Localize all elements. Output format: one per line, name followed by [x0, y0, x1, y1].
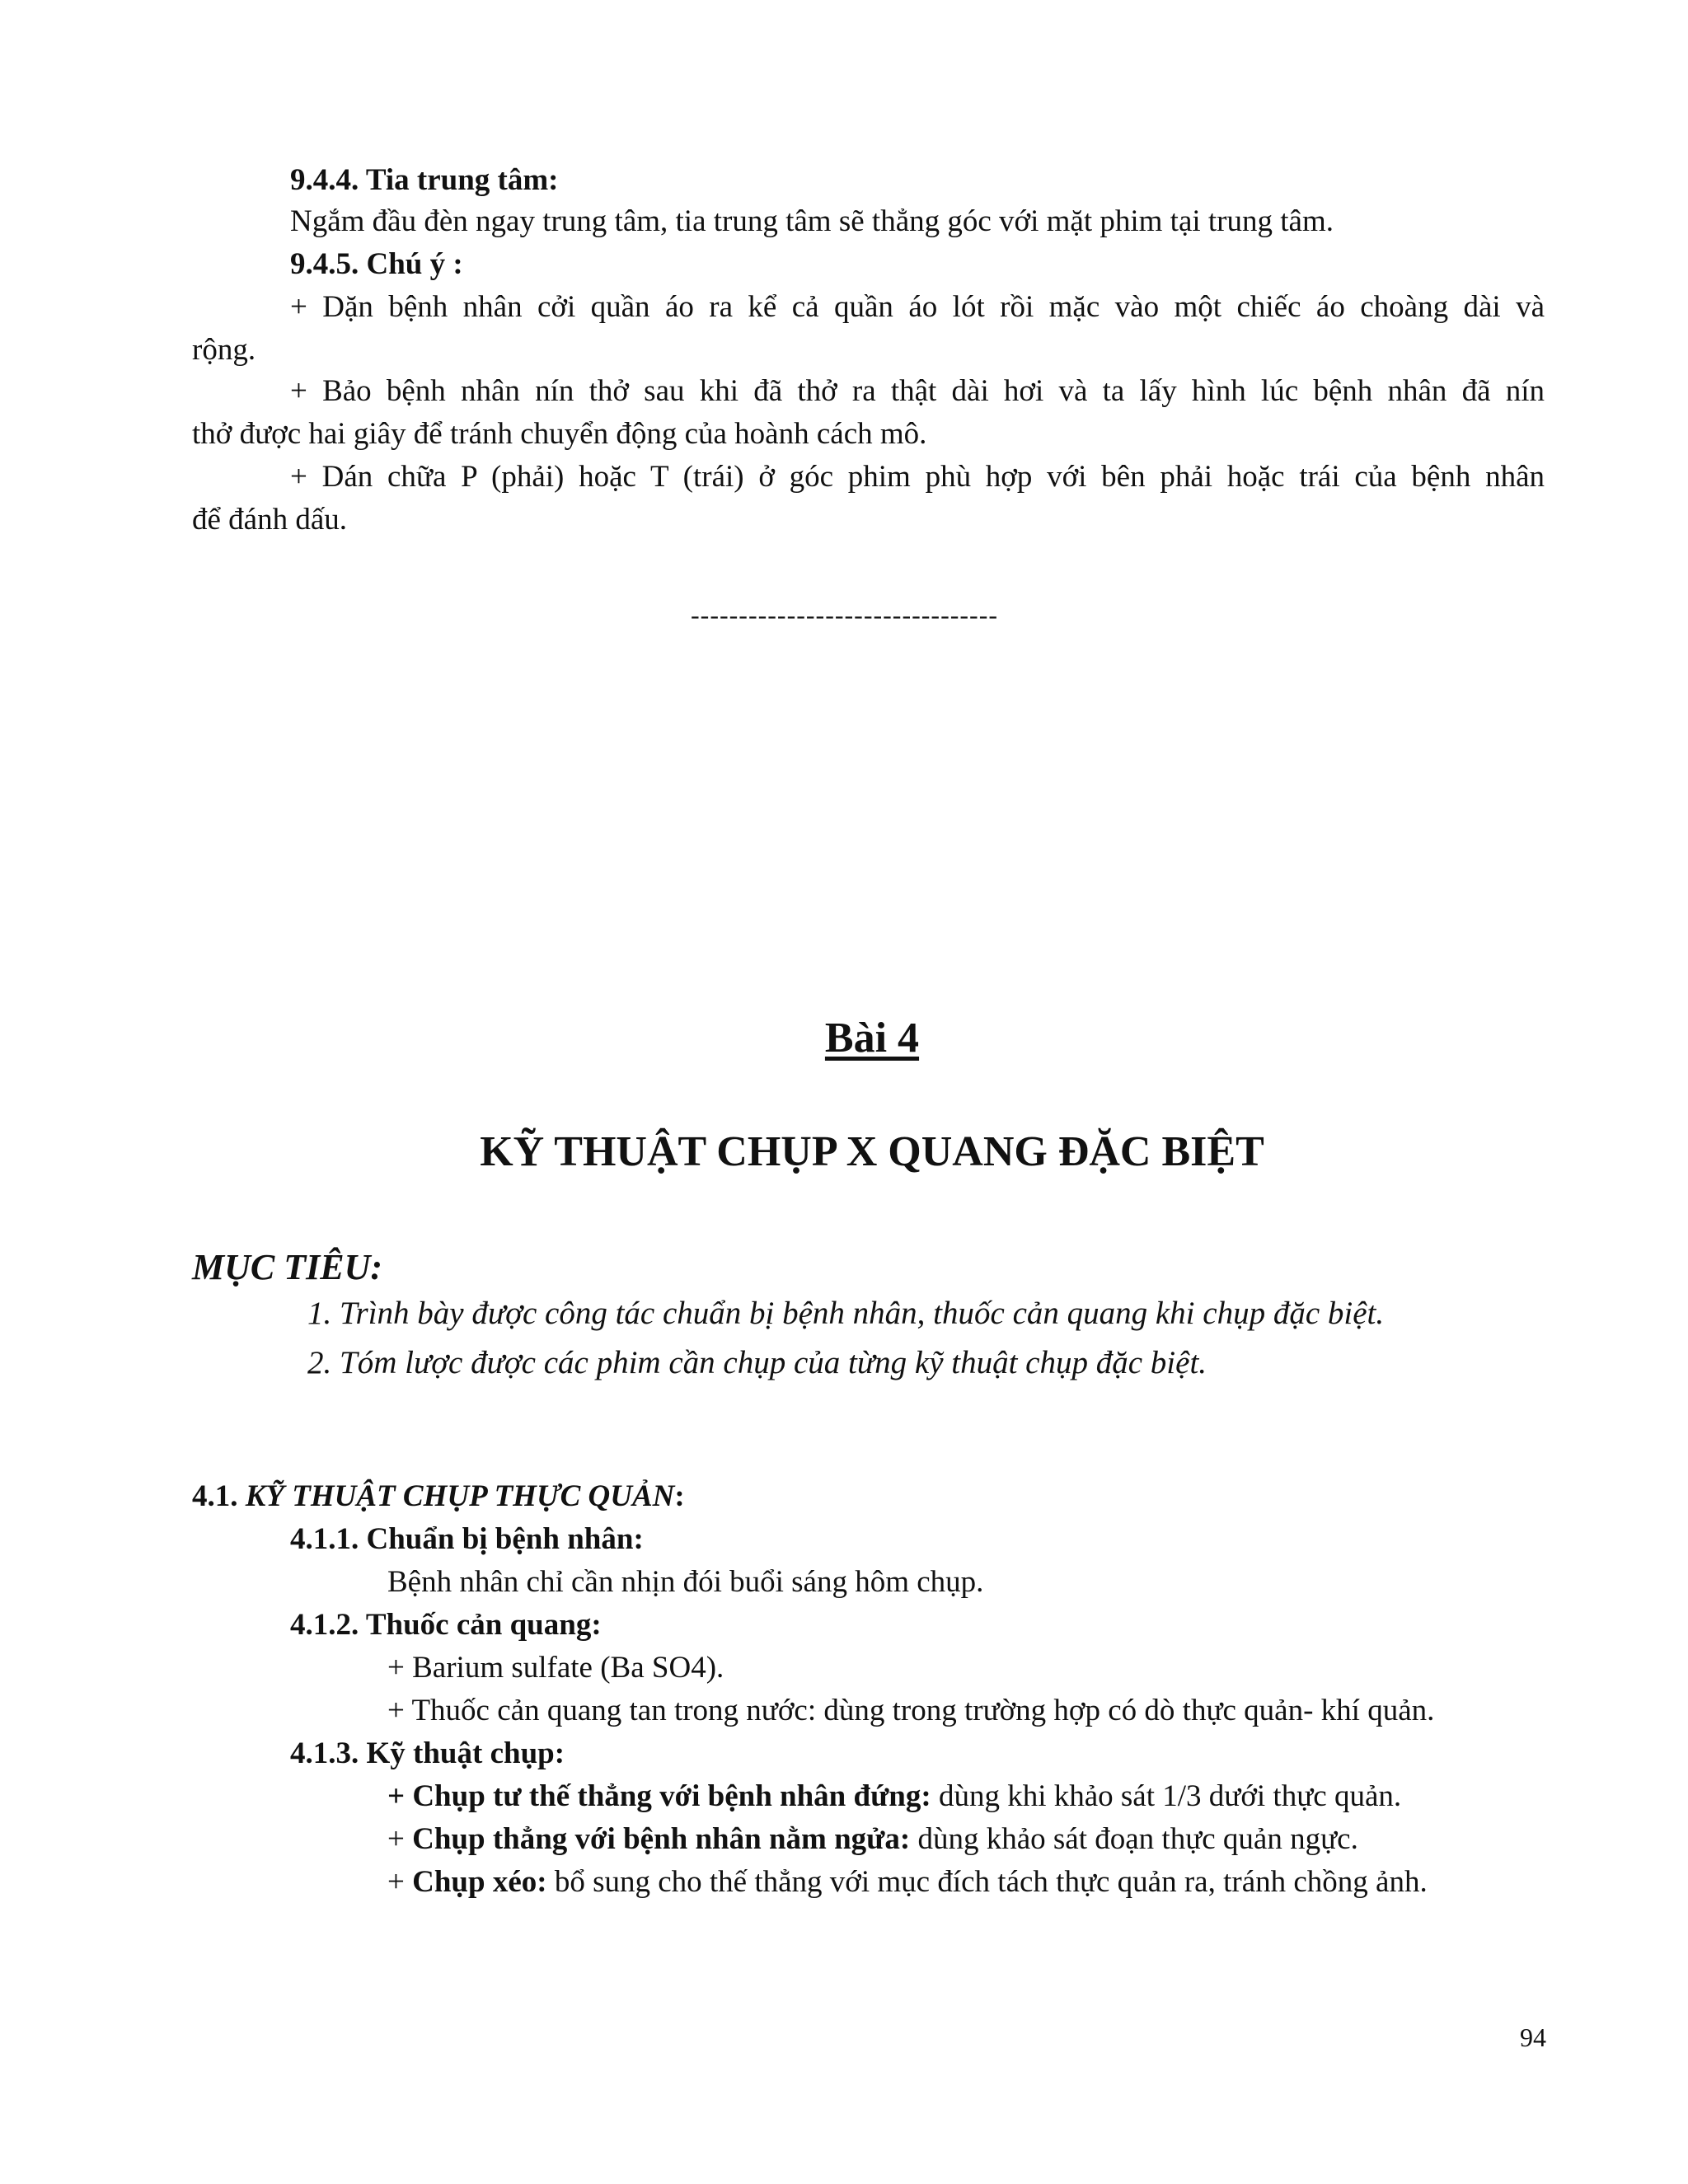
technique-item-2 [387, 1821, 1358, 1858]
objective-item-1: 1. Trình bày được công tác chuẩn bị bệnh nhân, thuốc cản quang khi chụp đặc biệt. [307, 1296, 1385, 1331]
section-colon-4-1: : [674, 1479, 685, 1513]
note-1-line-2: rộng. [192, 333, 256, 367]
section-heading-4-1 [192, 1478, 685, 1516]
section-separator: -------------------------------- [691, 600, 998, 630]
technique-item-1 [387, 1778, 1401, 1816]
technique-item-2-prefix: + [387, 1822, 413, 1856]
section-number-4-1: 4.1. [192, 1479, 246, 1513]
note-3-line-1: + Dán chữa P (phải) hoặc T (trái) ở góc phim phù hợp với bên phải hoặc trái của bệnh nhân [290, 460, 1545, 494]
note-2-line-2: thở được hai giây để tránh chuyển động của hoành cách mô. [192, 417, 927, 451]
note-3-line-2: để đánh dấu. [192, 503, 348, 537]
section-heading-4-1-1: 4.1.1. Chuẩn bị bệnh nhân: [290, 1522, 644, 1556]
technique-item-3-label: Chụp xéo: [412, 1865, 547, 1899]
note-2-line-1: + Bảo bệnh nhân nín thở sau khi đã thở ra thật dài hơi và ta lấy hình lúc bệnh nhân đã nín [290, 374, 1545, 408]
lesson-label: Bài 4 [824, 1015, 920, 1062]
lesson-title: KỸ THUẬT CHỤP X QUANG ĐẶC BIỆT [480, 1128, 1264, 1175]
contrast-item-1: + Barium sulfate (Ba SO4). [387, 1651, 724, 1685]
technique-item-2-text: dùng khảo sát đoạn thực quản ngực. [910, 1822, 1358, 1856]
section-heading-4-1-3: 4.1.3. Kỹ thuật chụp: [290, 1736, 565, 1770]
technique-item-3 [387, 1863, 1428, 1901]
page-number: 94 [1520, 2022, 1546, 2052]
technique-item-2-label: Chụp thẳng với bệnh nhân nằm ngửa: [412, 1822, 911, 1856]
technique-item-1-text: dùng khi khảo sát 1/3 dưới thực quản. [931, 1779, 1402, 1813]
note-1-line-1: + Dặn bệnh nhân cởi quần áo ra kể cả quần áo lót rồi mặc vào một chiếc áo choàng dài và [290, 290, 1545, 324]
technique-item-3-text: bổ sung cho thế thẳng với mục đích tách thực quản ra, tránh chồng ảnh. [546, 1865, 1428, 1899]
technique-item-3-prefix: + [387, 1865, 413, 1899]
technique-item-1-label: + Chụp tư thế thẳng với bệnh nhân đứng: [387, 1779, 931, 1813]
contrast-item-2: + Thuốc cản quang tan trong nước: dùng trong trường hợp có dò thực quản- khí quản. [387, 1694, 1435, 1727]
section-heading-9-4-5: 9.4.5. Chú ý : [290, 247, 463, 281]
section-title-4-1: KỸ THUẬT CHỤP THỰC QUẢN [245, 1479, 675, 1513]
section-text-4-1-1: Bệnh nhân chỉ cần nhịn đói buổi sáng hôm chụp. [387, 1565, 984, 1599]
objective-item-2: 2. Tóm lược được các phim cần chụp của từng kỹ thuật chụp đặc biệt. [307, 1345, 1207, 1380]
objectives-heading: MỤC TIÊU: [192, 1247, 383, 1287]
section-heading-9-4-4: 9.4.4. Tia trung tâm: [290, 163, 559, 197]
section-heading-4-1-2: 4.1.2. Thuốc cản quang: [290, 1608, 602, 1642]
section-text-9-4-4: Ngắm đầu đèn ngay trung tâm, tia trung tâm sẽ thẳng góc với mặt phim tại trung tâm. [290, 204, 1334, 238]
